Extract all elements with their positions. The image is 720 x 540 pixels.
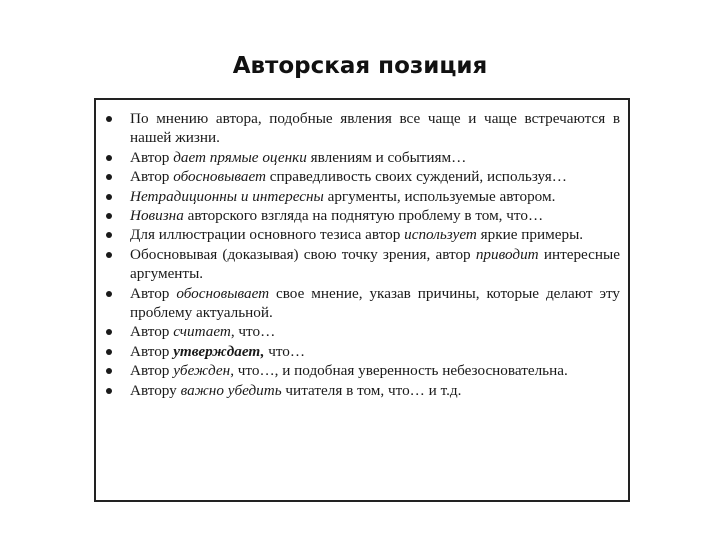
item-text: Автор <box>130 323 174 341</box>
item-text: , что…, и подобная уверенность небезосновательна. <box>230 362 568 380</box>
list-item <box>104 187 620 206</box>
item-text: Для иллюстрации основного тезиса автор <box>130 226 405 244</box>
item-text: Автор <box>130 342 174 360</box>
emphasized-text: обосновывает <box>173 168 266 186</box>
item-text: Обосновывая (доказывая) свою точку зрения, автор <box>130 245 476 263</box>
bullet-icon <box>106 194 112 200</box>
bullet-icon <box>106 368 112 374</box>
item-text: справедливость своих суждений, используя… <box>265 168 567 186</box>
bullet-icon <box>106 174 112 180</box>
emphasized-text: обосновывает <box>176 284 270 302</box>
bullet-icon <box>106 213 112 219</box>
list-item <box>104 361 620 380</box>
item-text: яркие примеры. <box>476 226 584 244</box>
item-text: Автор <box>130 362 174 380</box>
list-item <box>104 148 620 167</box>
list-item <box>104 284 620 323</box>
item-text: аргументы, используемые автором. <box>323 187 556 205</box>
item-text: , что… <box>230 323 276 341</box>
emphasized-text: убежден <box>173 362 231 380</box>
item-text: Автор <box>130 168 174 186</box>
bullet-icon <box>106 252 112 258</box>
emphasized-text: дает прямые оценки <box>173 148 307 166</box>
emphasized-text: важно убедить <box>180 381 282 399</box>
emphasized-text: Новизна <box>130 207 184 225</box>
list-item <box>104 322 620 341</box>
item-text: По мнению автора, подобные явления все чаще и чаще встречаются в нашей жизни. <box>130 110 620 147</box>
bullet-icon <box>106 232 112 238</box>
bullet-icon <box>106 388 112 394</box>
bullet-icon <box>106 116 112 122</box>
item-text: интересные аргументы. <box>130 245 620 283</box>
list-item <box>104 245 620 284</box>
item-text: что… <box>264 342 306 360</box>
item-text: Автор <box>130 284 177 302</box>
item-text: явлениям и событиям… <box>306 148 467 166</box>
emphasized-text: приводит <box>475 245 539 263</box>
item-text: свое мнение, указав причины, которые делают эту проблему актуальной. <box>130 284 620 322</box>
emphasized-text: Нетрадиционны и интересны <box>130 187 324 205</box>
list-item <box>104 225 620 244</box>
phrase-list <box>104 109 620 400</box>
item-text: читателя в том, что… и т.д. <box>281 381 462 399</box>
list-item <box>104 381 620 400</box>
emphasized-text: использует <box>404 226 477 244</box>
bullet-icon <box>106 329 112 335</box>
item-text: Автор <box>130 148 174 166</box>
document-scan-box <box>94 98 630 502</box>
item-text: Автору <box>130 381 181 399</box>
list-item <box>104 109 620 148</box>
list-item <box>104 167 620 186</box>
list-item <box>104 342 620 361</box>
item-text: авторского взгляда на поднятую проблему в том, что… <box>183 207 544 225</box>
bullet-icon <box>106 349 112 355</box>
bullet-icon <box>106 291 112 297</box>
bullet-icon <box>106 155 112 161</box>
emphasized-text: считает <box>173 323 231 341</box>
list-item <box>104 206 620 225</box>
page-title: Авторская позиция <box>232 53 488 80</box>
emphasized-text: утверждает, <box>173 342 265 360</box>
